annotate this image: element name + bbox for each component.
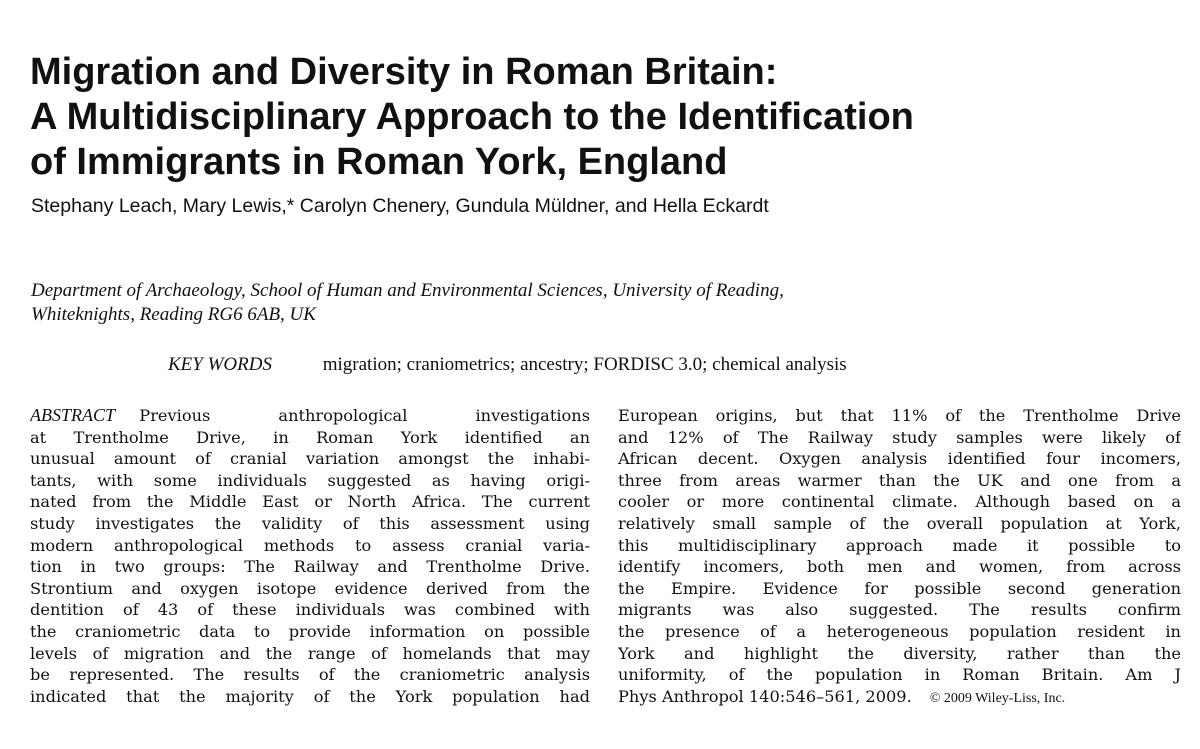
abstract-column-left bbox=[30, 405, 590, 707]
abstract-line: European origins, but that 11% of the Trentholme Drive bbox=[618, 406, 1181, 425]
abstract-line bbox=[618, 686, 1181, 710]
affiliation-line: Department of Archaeology, School of Human and Environmental Sciences, University of Reading, bbox=[31, 280, 784, 301]
keywords-label: KEY WORDS bbox=[168, 354, 272, 375]
abstract-column-right bbox=[618, 405, 1181, 709]
affiliation bbox=[31, 279, 1171, 327]
abstract-line: migrants was also suggested. The results confirm bbox=[618, 600, 1181, 620]
abstract-line: Strontium and oxygen isotope evidence derived from the bbox=[30, 578, 590, 598]
title-line: A Multidisciplinary Approach to the Identification bbox=[30, 96, 914, 138]
keywords-text: migration; craniometrics; ancestry; FORDISC 3.0; chemical analysis bbox=[322, 354, 847, 375]
abstract-line bbox=[30, 405, 590, 427]
abstract-line: cooler or more continental climate. Although based on a bbox=[618, 492, 1181, 512]
abstract-label: ABSTRACT bbox=[30, 405, 116, 425]
abstract-line: unusual amount of cranial variation amongst the inhabi- bbox=[30, 449, 590, 469]
abstract-line: the Empire. Evidence for possible second generation bbox=[618, 578, 1181, 598]
abstract-line: dentition of 43 of these individuals was combined with bbox=[30, 600, 590, 620]
abstract-line: African decent. Oxygen analysis identified four incomers, bbox=[618, 449, 1181, 469]
abstract-line: levels of migration and the range of homelands that may bbox=[30, 643, 590, 663]
abstract-line: identify incomers, both men and women, from across bbox=[618, 557, 1181, 577]
author-list: Stephany Leach, Mary Lewis,* Carolyn Chenery, Gundula Müldner, and Hella Eckardt bbox=[31, 195, 769, 217]
abstract-line: study investigates the validity of this assessment using bbox=[30, 513, 590, 533]
abstract-line: at Trentholme Drive, in Roman York identified an bbox=[30, 427, 590, 447]
affiliation-line: Whiteknights, Reading RG6 6AB, UK bbox=[31, 304, 316, 325]
abstract-line: uniformity, of the population in Roman Britain. Am J bbox=[618, 665, 1181, 685]
abstract-text: Previous anthropological investigations bbox=[139, 406, 590, 425]
abstract-line: nated from the Middle East or North Africa. The current bbox=[30, 492, 590, 512]
abstract-line: modern anthropological methods to assess cranial varia- bbox=[30, 535, 590, 555]
abstract-line: the craniometric data to provide information on possible bbox=[30, 621, 590, 641]
abstract-line: this multidisciplinary approach made it possible to bbox=[618, 535, 1181, 555]
abstract-line: relatively small sample of the overall population at York, bbox=[618, 513, 1181, 533]
abstract-line: tion in two groups: The Railway and Trentholme Drive. bbox=[30, 557, 590, 577]
abstract-line: the presence of a heterogeneous population resident in bbox=[618, 621, 1181, 641]
keywords bbox=[168, 354, 847, 376]
copyright-notice: © 2009 Wiley-Liss, Inc. bbox=[929, 690, 1066, 706]
title-line: of Immigrants in Roman York, England bbox=[30, 141, 728, 183]
paper-title bbox=[30, 50, 1170, 185]
title-line: Migration and Diversity in Roman Britain: bbox=[30, 51, 778, 93]
abstract-line: indicated that the majority of the York population had bbox=[30, 686, 590, 706]
abstract-line: York and highlight the diversity, rather than the bbox=[618, 643, 1181, 663]
abstract-text: Phys Anthropol 140:546–561, 2009. bbox=[618, 686, 912, 706]
abstract-line: three from areas warmer than the UK and one from a bbox=[618, 470, 1181, 490]
abstract-line: and 12% of The Railway study samples were likely of bbox=[618, 427, 1181, 447]
abstract-line: be represented. The results of the craniometric analysis bbox=[30, 665, 590, 685]
abstract-line: tants, with some individuals suggested as having origi- bbox=[30, 470, 590, 490]
